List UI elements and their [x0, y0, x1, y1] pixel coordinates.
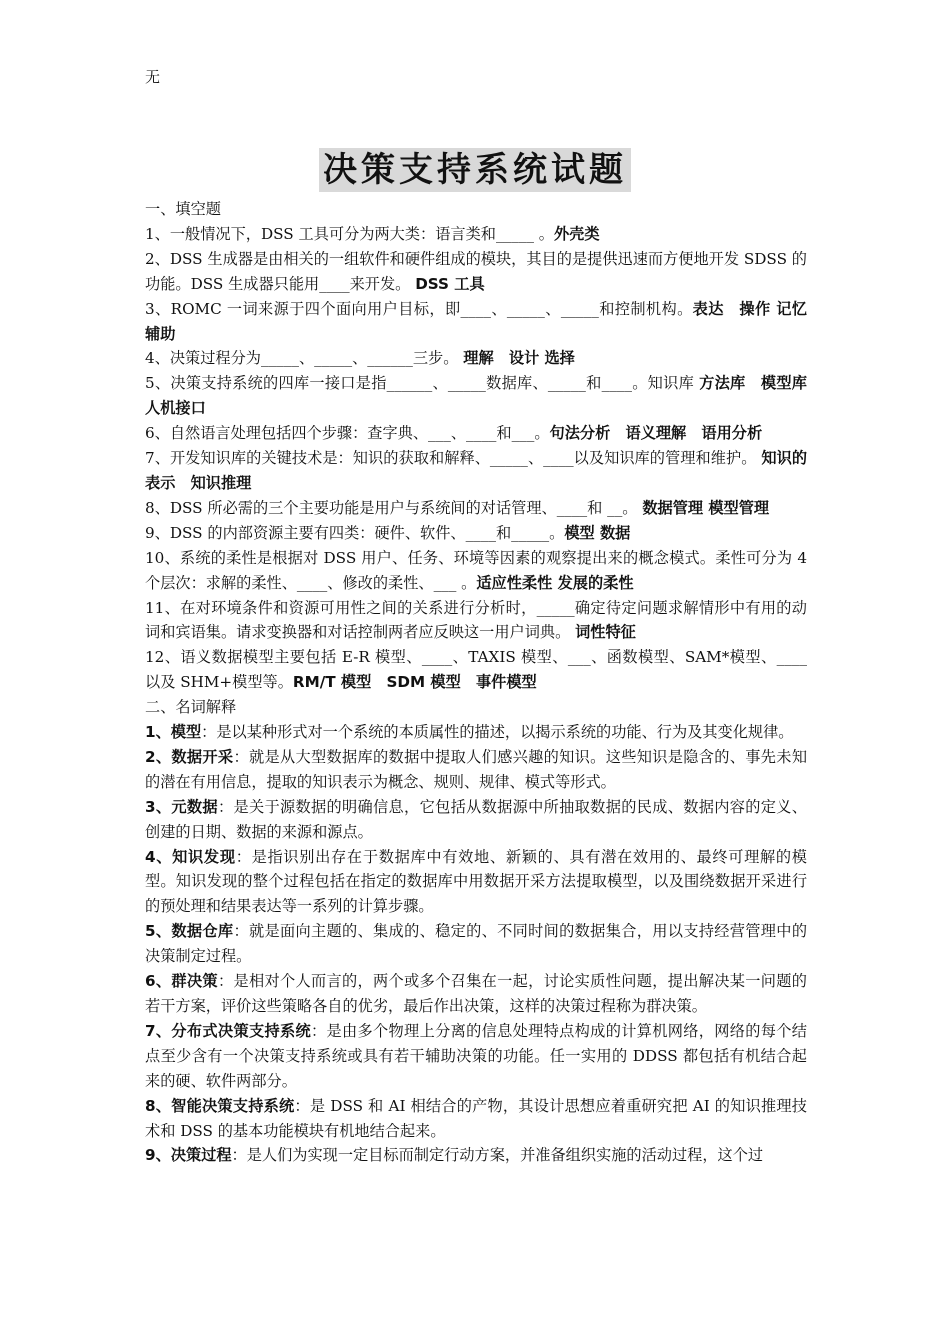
- answer: 数据管理 模型管理: [642, 498, 770, 517]
- header-mark: 无: [145, 68, 161, 86]
- term-label: 5、数据仓库: [145, 922, 234, 941]
- question-6: 6、自然语言处理包括四个步骤：查字典、___、____和___。句法分析 语义理解 语用分析: [145, 424, 763, 443]
- answer: 知识的表示 知识推理: [145, 449, 808, 492]
- answer: DSS 工具: [415, 274, 485, 293]
- document-body: [145, 197, 823, 1168]
- term-8: 8、智能决策支持系统：是 DSS 和 AI 相结合的产物，其设计思想应着重研究把 AI 的知识推理技术和 DSS 的基本功能模块有机地结合起来。: [145, 1096, 807, 1140]
- question-3: 3、ROMC 一词来源于四个面向用户目标，即____、_____、_____和控制机构。表达 操作 记忆辅助: [145, 299, 807, 343]
- question-10: 10、系统的柔性是根据对 DSS 用户、任务、环境等因素的观察提出来的概念模式。柔性可分为 4 个层次：求解的柔性、____、修改的柔性、___ 。适应性柔性 发展的柔性: [145, 548, 807, 592]
- section-heading-terms: 二、名词解释: [145, 698, 237, 717]
- question-8: 8、DSS 所必需的三个主要功能是用户与系统间的对话管理、____和 __。 数据管理 模型管理: [145, 498, 770, 517]
- term-label: 2、数据开采: [145, 747, 234, 766]
- question-1: 1、一般情况下，DSS 工具可分为两大类：语言类和_____ 。外壳类: [145, 224, 600, 243]
- question-2: 2、DSS 生成器是由相关的一组软件和硬件组成的模块，其目的是提供迅速而方便地开发 SDSS 的功能。DSS 生成器只能用____来开发。 DSS 工具: [145, 249, 807, 293]
- term-label: 9、决策过程: [145, 1146, 232, 1165]
- title-block: [0, 148, 950, 192]
- term-7: 7、分布式决策支持系统：是由多个物理上分离的信息处理特点构成的计算机网络，网络的每个结点至少含有一个决策支持系统或具有若干辅助决策的功能。任一实用的 DDSS 都包括有机结合起来的硬、软件两部分。: [145, 1021, 807, 1090]
- answer: 词性特征: [575, 623, 636, 642]
- term-label: 1、模型: [145, 723, 202, 742]
- question-4: 4、决策过程分为_____、_____、______三步。 理解 设计 选择: [145, 349, 575, 368]
- term-1: 1、模型：是以某种形式对一个系统的本质属性的描述，以揭示系统的功能、行为及其变化规律。: [145, 723, 794, 742]
- term-label: 4、知识发现: [145, 847, 236, 866]
- term-6: 6、群决策：是相对个人而言的，两个或多个召集在一起，讨论实质性问题，提出解决某一问题的若干方案，评价这些策略各自的优劣，最后作出决策，这样的决策过程称为群决策。: [145, 972, 807, 1015]
- answer: 外壳类: [553, 224, 600, 243]
- question-7: 7、开发知识库的关键技术是：知识的获取和解释、_____、____以及知识库的管理和维护。 知识的表示 知识推理: [145, 449, 808, 492]
- question-11: 11、在对环境条件和资源可用性之间的关系进行分析时，_____确定待定问题求解情形中有用的动词和宾语集。请求变换器和对话控制两者应反映这一用户词典。 词性特征: [145, 598, 807, 642]
- term-label: 7、分布式决策支持系统: [145, 1021, 311, 1040]
- answer: 模型 数据: [564, 523, 631, 542]
- term-9: 9、决策过程：是人们为实现一定目标而制定行动方案，并准备组织实施的活动过程，这个过: [145, 1146, 764, 1165]
- answer: RM/T 模型 SDM 模型 事件模型: [292, 673, 537, 692]
- term-label: 6、群决策: [145, 972, 218, 991]
- term-label: 8、智能决策支持系统: [145, 1096, 295, 1115]
- answer: 表达 操作 记忆辅助: [145, 299, 807, 343]
- question-9: 9、DSS 的内部资源主要有四类：硬件、软件、____和_____。模型 数据: [145, 523, 631, 542]
- answer: 理解 设计 选择: [463, 349, 575, 368]
- question-5: 5、决策支持系统的四库一接口是指______、_____数据库、_____和____。知识库 方法库 模型库 人机接口: [145, 374, 823, 418]
- answer: 方法库 模型库 人机接口: [145, 374, 823, 418]
- document-title: 决策支持系统试题: [319, 148, 631, 192]
- term-3: 3、元数据：是关于源数据的明确信息，它包括从数据源中所抽取数据的民成、数据内容的定义、创建的日期、数据的来源和源点。: [145, 797, 807, 841]
- term-label: 3、元数据: [145, 797, 218, 816]
- question-12: 12、语义数据模型主要包括 E-R 模型、____、TAXIS 模型、___、函数模型、SAM*模型、____以及 SHM+模型等。RM/T 模型 SDM 模型 事件模型: [145, 648, 807, 692]
- answer: 句法分析 语义理解 语用分析: [549, 424, 763, 443]
- term-4: 4、知识发现：是指识别出存在于数据库中有效地、新颖的、具有潜在效用的、最终可理解的模型。知识发现的整个过程包括在指定的数据库中用数据开采方法提取模型，以及围绕数据开采进行的预处理和结果表达等一系列的计算步骤。: [145, 847, 807, 916]
- term-5: 5、数据仓库：就是面向主题的、集成的、稳定的、不同时间的数据集合，用以支持经营管理中的决策制定过程。: [145, 922, 808, 966]
- term-2: 2、数据开采：就是从大型数据库的数据中提取人们感兴趣的知识。这些知识是隐含的、事先未知的潜在有用信息，提取的知识表示为概念、规则、规律、模式等形式。: [145, 747, 808, 791]
- answer: 适应性柔性 发展的柔性: [476, 573, 634, 592]
- section-heading-fill-in: 一、填空题: [145, 200, 221, 218]
